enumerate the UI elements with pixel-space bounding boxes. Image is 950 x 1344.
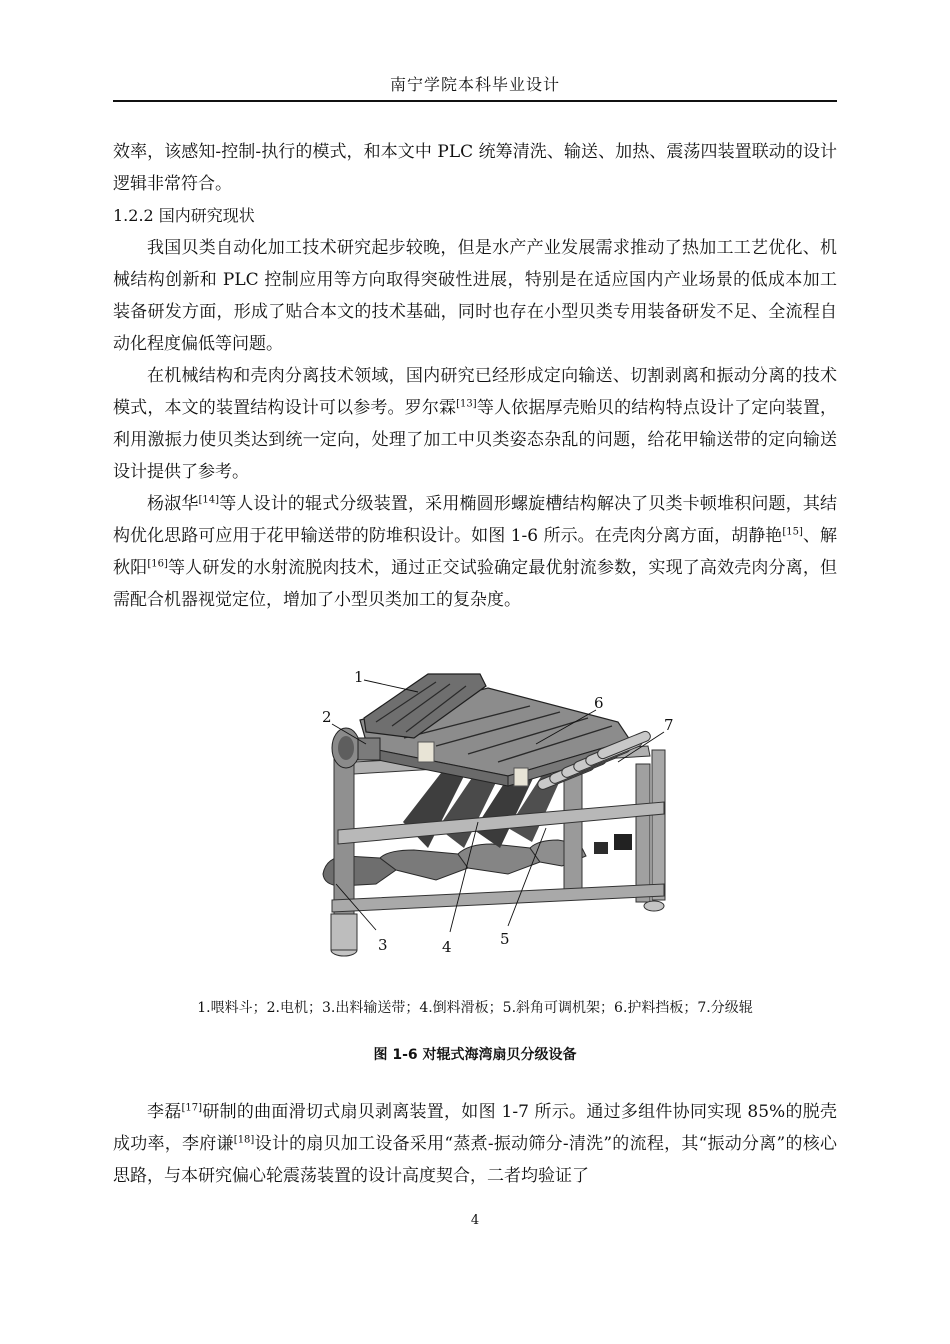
figure-legend: 1.喂料斗；2.电机；3.出料输送带；4.倒料滑板；5.斜角可调机架；6.护料挡板；7.分级辊	[197, 1000, 753, 1016]
figure-caption: 图 1-6 对辊式海湾扇贝分级设备	[373, 1047, 577, 1063]
paragraph-2-text-b: 等人依据厚壳贻贝的结构特点设计了定向装置，利用激振力使贝类达到统一定向，处理了加工中贝类姿态杂乱的问题，给花甲输送带的定向输送设计提供了参考。	[113, 398, 838, 482]
page-number: 4	[470, 1213, 480, 1228]
citation-14: [14]	[198, 494, 220, 506]
citation-18: [18]	[233, 1134, 255, 1146]
header-rule	[113, 100, 837, 102]
citation-15: [15]	[782, 526, 803, 538]
paragraph-1: 我国贝类自动化加工技术研究起步较晚，但是水产产业发展需求推动了热加工工艺优化、机械结构创新和 PLC 控制应用等方向取得突破性进展，特别是在适应国内产业场景的低成本加工装备研发方面，形成了贴合本文的技术基础，同时也存在小型贝类专用装备研发不足、全流程自动化程度偏低等问题。	[113, 238, 837, 354]
figure-label-2: 2	[322, 708, 332, 726]
figure-label-4: 4	[442, 938, 452, 956]
paragraph-4-text-c: 设计的扇贝加工设备采用“蒸煮-振动筛分-清洗”的流程，其“振动分离”的核心思路，与本研究偏心轮震荡装置的设计高度契合，二者均验证了	[113, 1134, 837, 1186]
paragraph-4	[113, 1096, 837, 1192]
paragraph-3-text-c: 、解秋阳	[113, 526, 838, 578]
section-heading: 1.2.2 国内研究现状	[113, 206, 255, 225]
figure-label-5: 5	[500, 930, 510, 948]
citation-13: [13]	[456, 398, 477, 410]
body-section-2	[113, 1096, 837, 1192]
paragraph-2	[113, 360, 837, 488]
figure-label-3: 3	[378, 936, 388, 954]
paragraph-3	[113, 488, 837, 616]
paragraph-3-text-a: 杨淑华	[147, 494, 199, 514]
paragraph-continued: 效率，该感知-控制-执行的模式，和本文中 PLC 统筹清洗、输送、加热、震荡四装置联动的设计逻辑非常符合。	[113, 142, 837, 194]
figure-label-6: 6	[594, 694, 604, 712]
citation-16: [16]	[147, 558, 168, 570]
citation-17: [17]	[181, 1102, 203, 1114]
paragraph-4-text-b: 研制的曲面滑切式扇贝剥离装置，如图 1-7 所示。通过多组件协同实现 85%的脱壳成功率，李府谦	[113, 1102, 837, 1154]
discharge-conveyors	[323, 840, 586, 886]
page-header: 南宁学院本科毕业设计	[389, 75, 560, 94]
paragraph-2-text-a: 在机械结构和壳肉分离技术领域，国内研究已经形成定向输送、切割剥离和振动分离的技术模式，本文的装置结构设计可以参考。罗尔霖	[113, 366, 837, 418]
grading-machine-figure	[318, 652, 690, 962]
body-section-1	[113, 136, 837, 616]
paragraph-3-text-d: 等人研发的水射流脱肉技术，通过正交试验确定最优射流参数，实现了高效壳肉分离，但需配合机器视觉定位，增加了小型贝类加工的复杂度。	[113, 558, 838, 610]
figure-label-1: 1	[354, 668, 364, 686]
paragraph-4-text-a: 李磊	[147, 1102, 182, 1122]
figure-label-7: 7	[664, 716, 674, 734]
tray-block	[418, 742, 434, 762]
paragraph-3-text-b: 等人设计的辊式分级装置，采用椭圆形螺旋槽结构解决了贝类卡顿堆积问题，其结构优化思路可应用于花甲输送带的防堆积设计。如图 1-6 所示。在壳肉分离方面，胡静艳	[113, 494, 838, 546]
